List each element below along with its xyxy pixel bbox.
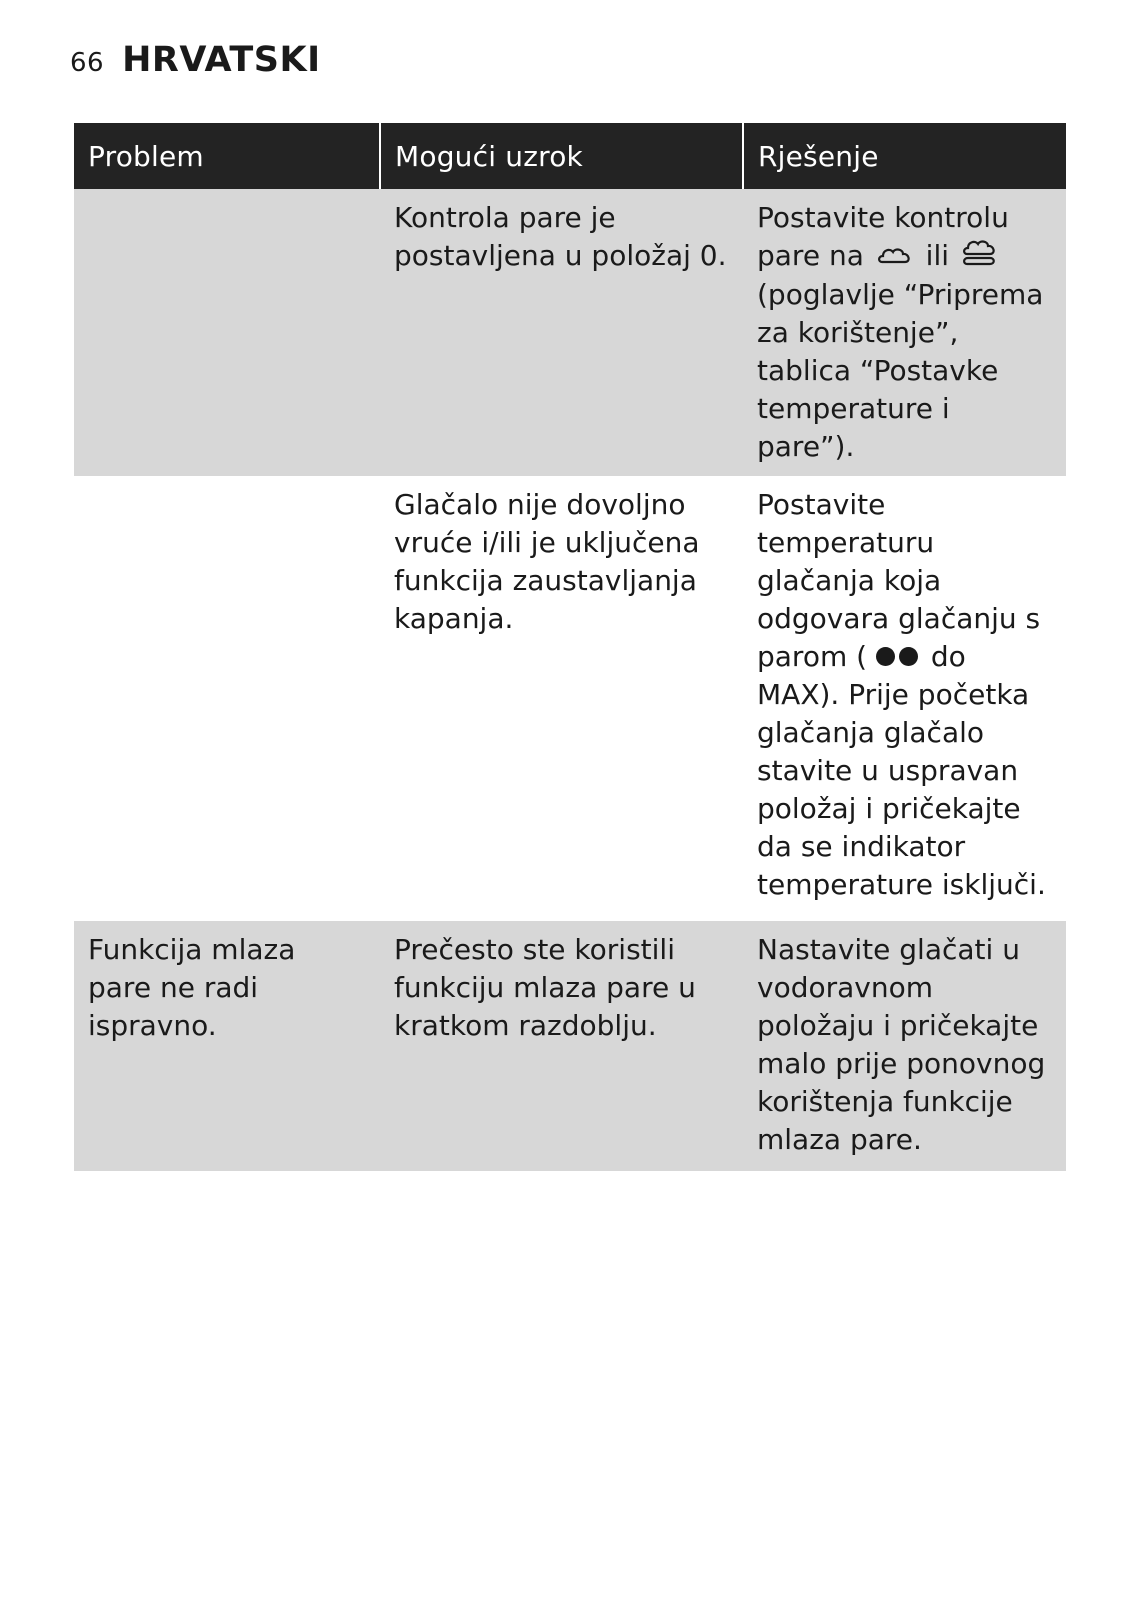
cell-solution <box>743 476 1066 921</box>
cell-problem: Funkcija mlaza pare ne radi ispravno. <box>74 921 380 1171</box>
steam-low-icon <box>877 238 913 276</box>
page-number: 66 <box>70 48 105 78</box>
solution-connector: ili <box>925 239 950 272</box>
solution-text-part1: Postavite kontrolu pare na <box>757 201 1009 272</box>
table-row <box>74 189 1066 476</box>
cell-cause: Kontrola pare je postavljena u položaj 0. <box>380 189 743 476</box>
solution-text-part1: Postavite temperaturu glačanja koja odgovara glačanju s parom ( <box>757 488 1041 673</box>
section-title: HRVATSKI <box>122 40 321 80</box>
cell-solution <box>743 189 1066 476</box>
column-header-solution: Rješenje <box>743 123 1066 189</box>
cell-solution: Nastavite glačati u vodoravnom položaju i pričekajte malo prije ponovnog korištenja funkcije mlaza pare. <box>743 921 1066 1171</box>
page-header <box>70 40 321 88</box>
steam-high-icon <box>962 238 998 276</box>
column-header-problem: Problem <box>74 123 380 189</box>
table-row <box>74 921 1066 1171</box>
column-header-cause: Mogući uzrok <box>380 123 743 189</box>
table-header-row <box>74 123 1066 189</box>
cell-cause: Prečesto ste koristili funkciju mlaza pare u kratkom razdoblju. <box>380 921 743 1171</box>
cell-problem <box>74 189 380 476</box>
cell-problem <box>74 476 380 921</box>
table-row <box>74 476 1066 921</box>
troubleshooting-table <box>74 123 1066 1171</box>
double-dot-icon <box>876 640 922 673</box>
cell-cause: Glačalo nije dovoljno vruće i/ili je uključena funkcija zaustavljanja kapanja. <box>380 476 743 921</box>
solution-text-part2: (poglavlje “Priprema za korištenje”, tablica “Postavke temperature i pare”). <box>757 278 1044 463</box>
solution-text-part2: do MAX). Prije početka glačanja glačalo stavite u uspravan položaj i pričekajte da se indikator temperature isključi. <box>757 640 1046 901</box>
